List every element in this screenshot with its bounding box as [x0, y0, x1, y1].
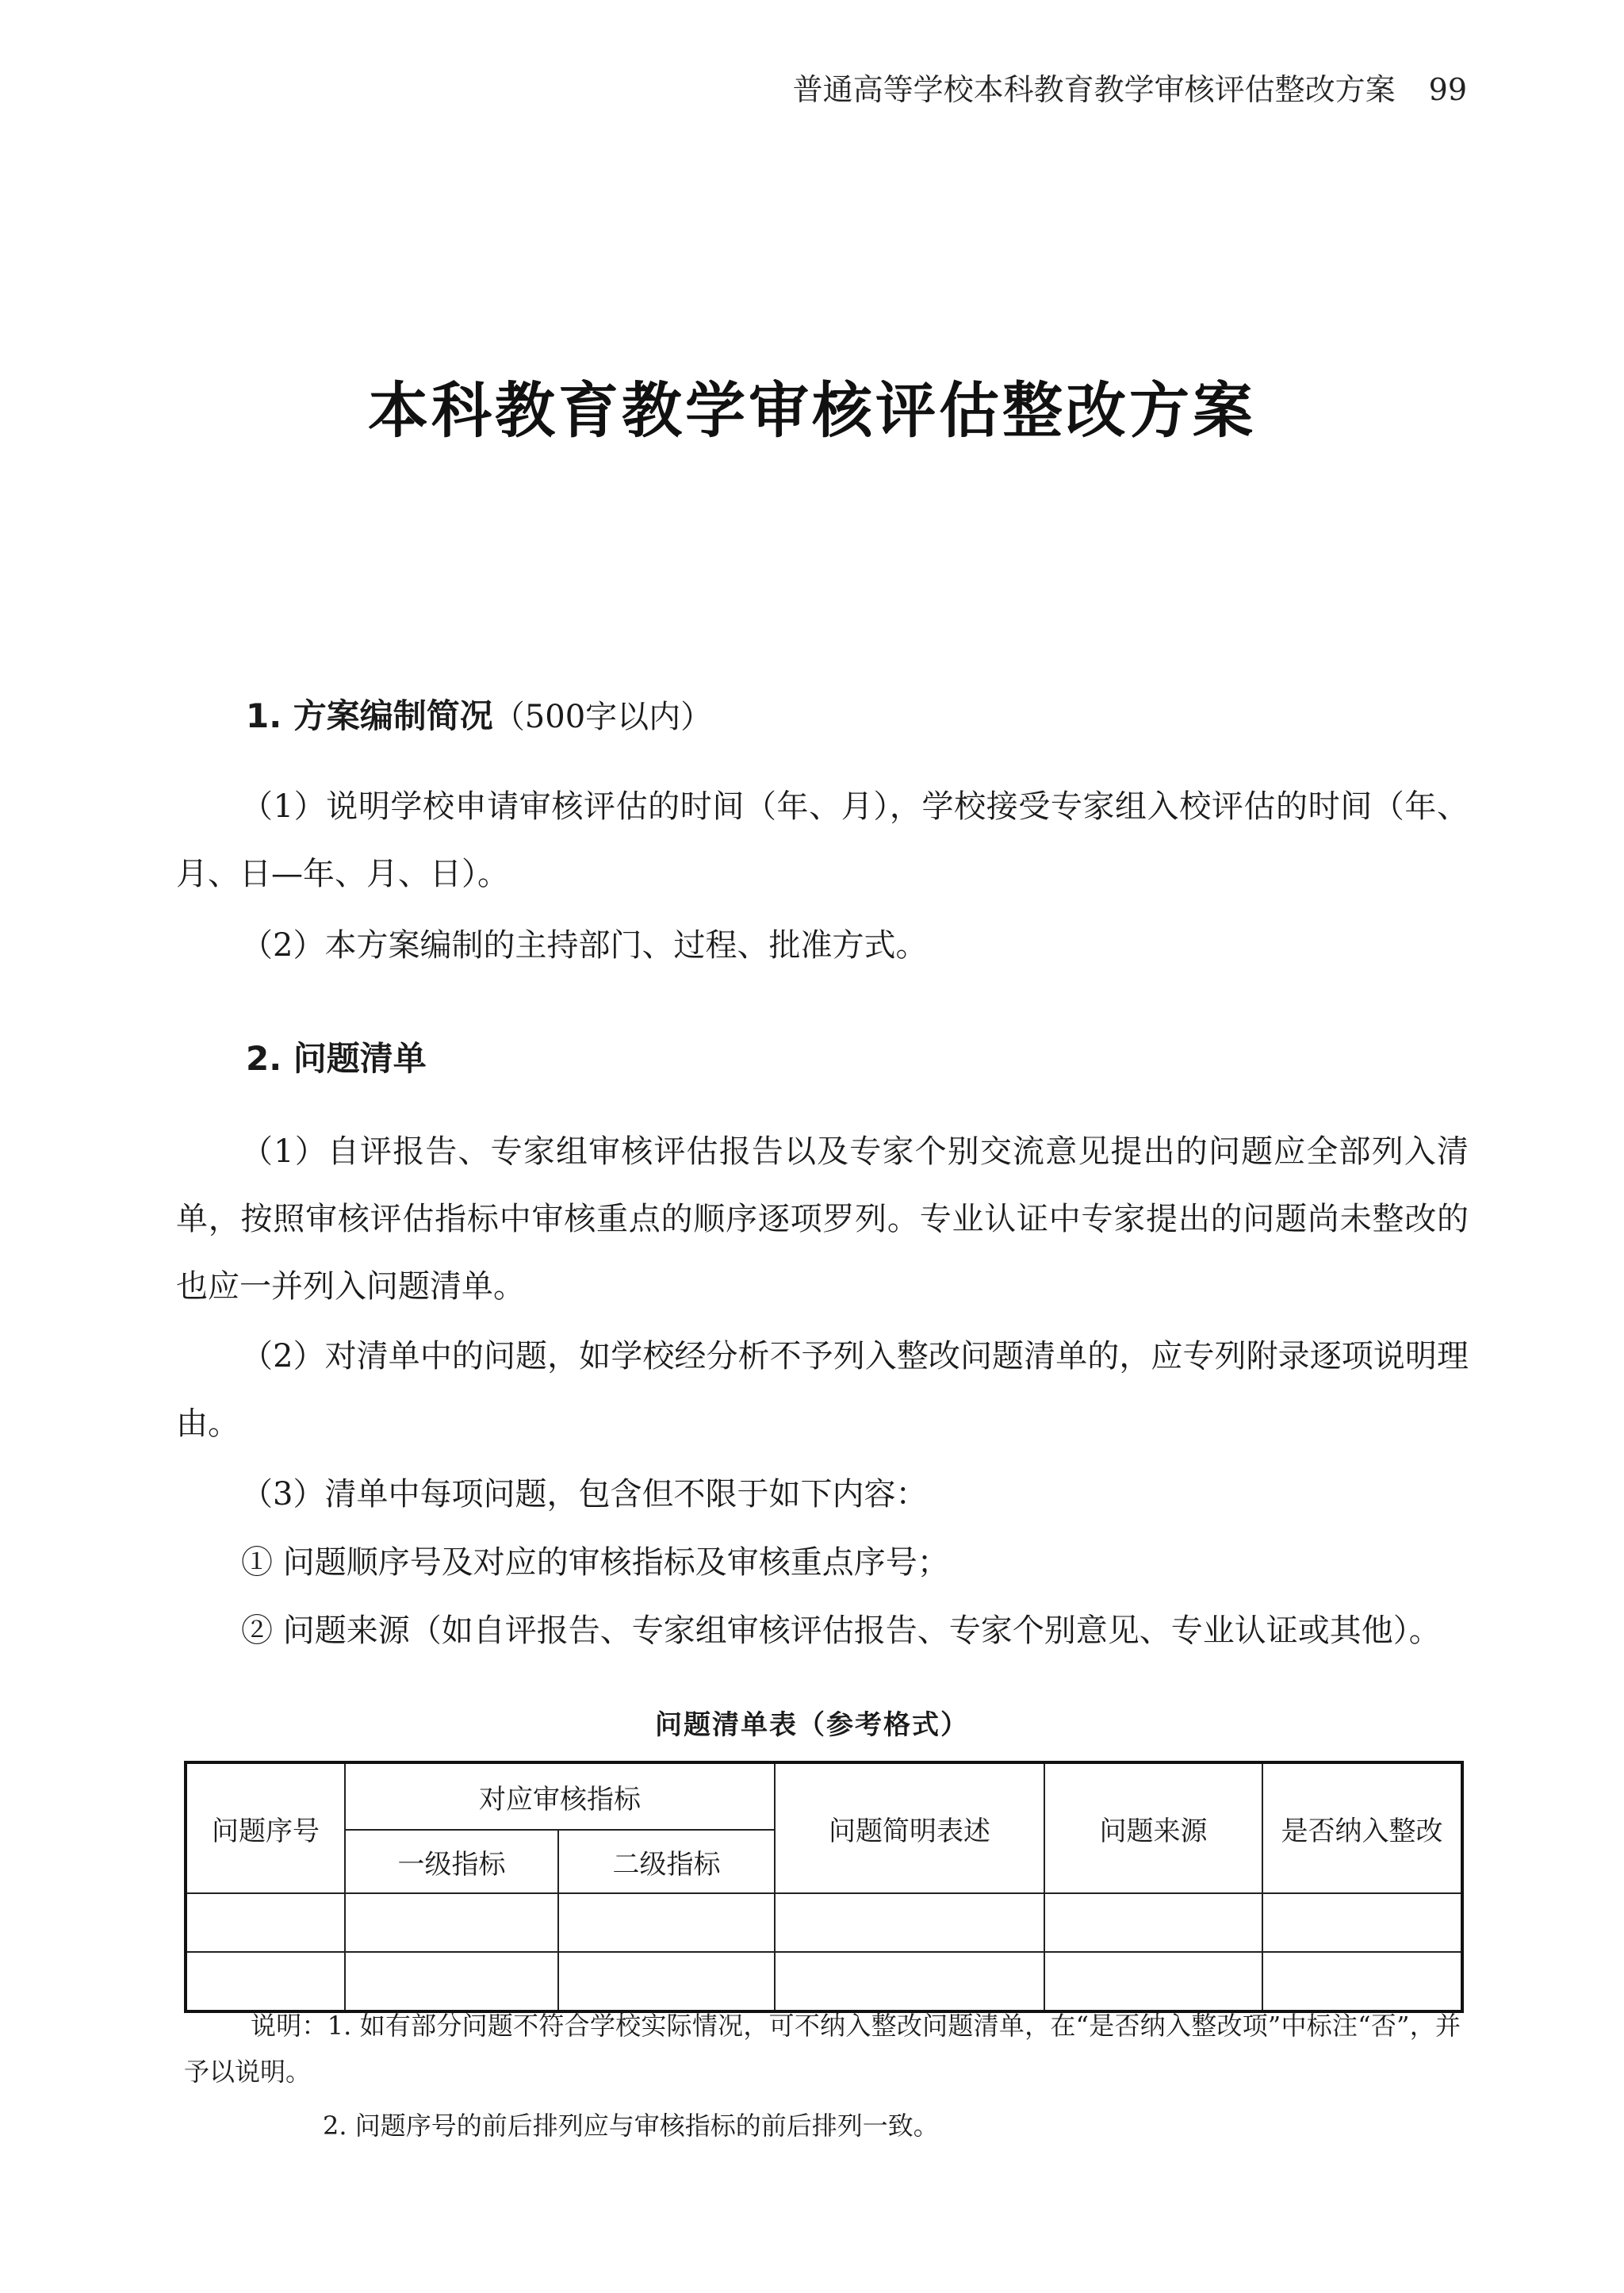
header-level2: 二级指标: [558, 1830, 775, 1893]
table-caption: 问题清单表（参考格式）: [655, 1709, 969, 1741]
header-seq: 问题序号: [186, 1762, 345, 1893]
header-source: 问题来源: [1044, 1762, 1262, 1893]
table-note-2: 2. 问题序号的前后排列应与审核指标的前后排列一致。: [323, 2111, 939, 2141]
section-1-heading-text: 1. 方案编制简况: [246, 696, 493, 735]
table-note-1: 说明：1. 如有部分问题不符合学校实际情况，可不纳入整改问题清单，在“是否纳入整改项”中标注“否”，并予以说明。: [184, 2011, 1461, 2087]
section-2-paragraph-2: （2）对清单中的问题，如学校经分析不予列入整改问题清单的，应专列附录逐项说明理由。: [176, 1338, 1469, 1442]
table-cell: [1044, 1893, 1262, 1952]
section-2-paragraph-1: （1）自评报告、专家组审核评估报告以及专家个别交流意见提出的问题应全部列入清单，按照审核评估指标中审核重点的顺序逐项罗列。专业认证中专家提出的问题尚未整改的也应一并列入问题清单。: [176, 1133, 1469, 1305]
header-include: 是否纳入整改: [1262, 1762, 1462, 1893]
section-2-heading: [246, 1035, 427, 1083]
table-cell: [775, 1893, 1044, 1952]
section-2-heading-text: 2. 问题清单: [246, 1039, 427, 1078]
table-cell: [345, 1893, 558, 1952]
section-1-heading: [246, 692, 712, 741]
page-number: 99: [1428, 72, 1467, 107]
table-cell: [558, 1893, 775, 1952]
running-title: 普通高等学校本科教育教学审核评估整改方案: [792, 72, 1396, 107]
section-2-item-1: ① 问题顺序号及对应的审核指标及审核重点序号；: [241, 1544, 949, 1581]
running-header: [792, 70, 1467, 109]
header-description: 问题简明表述: [775, 1762, 1044, 1893]
table-notes: [184, 2003, 1461, 2149]
header-level1: 一级指标: [345, 1830, 558, 1893]
document-title: 本科教育教学审核评估整改方案: [368, 375, 1256, 446]
section-1-paragraph-2: （2）本方案编制的主持部门、过程、批准方式。: [241, 927, 928, 964]
table-cell: [1262, 1893, 1462, 1952]
section-2-paragraph-3: （3）清单中每项问题，包含但不限于如下内容：: [241, 1476, 928, 1513]
table-cell: [186, 1893, 345, 1952]
issue-list-table: [184, 1761, 1464, 2013]
table-row: [186, 1893, 1462, 1952]
section-2-item-2: ② 问题来源（如自评报告、专家组审核评估报告、专家个别意见、专业认证或其他）。: [241, 1612, 1441, 1649]
header-indicator-group: 对应审核指标: [345, 1762, 775, 1830]
section-1-heading-note: （500字以内）: [492, 699, 713, 735]
section-1-paragraph-1: （1）说明学校申请审核评估的时间（年、月），学校接受专家组入校评估的时间（年、月、日—年、月、日）。: [176, 788, 1469, 892]
